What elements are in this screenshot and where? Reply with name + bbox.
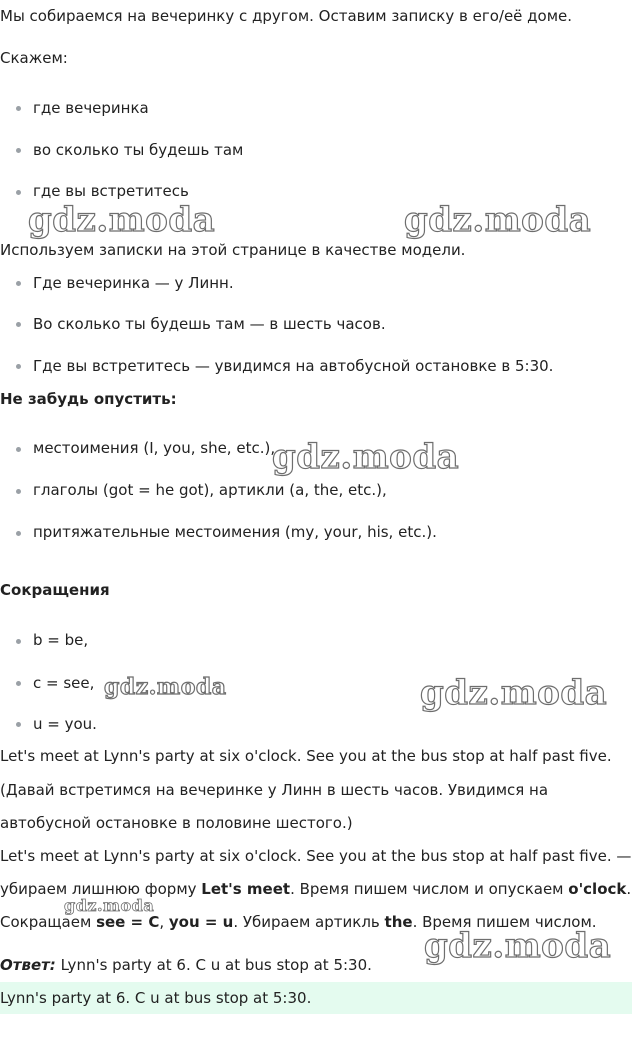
list-item: Во сколько ты будешь там — в шесть часов. (33, 315, 386, 333)
list-item: c = see, (33, 674, 95, 692)
bullet-icon (16, 639, 21, 644)
bullet-icon (16, 322, 21, 327)
explain-text: . Убираем артикль (233, 913, 385, 931)
explain-keyword: o'clock (568, 880, 627, 898)
explain-text: , (159, 913, 169, 931)
explain-keyword: see = C (96, 913, 160, 931)
list-item: где вечеринка (33, 99, 149, 117)
list-item: местоимения (I, you, she, etc.), (33, 439, 276, 457)
translation-line: автобусной остановке в половине шестого.) (0, 814, 353, 832)
list-item: притяжательные местоимения (my, your, his, etc.). (33, 523, 437, 541)
bullet-icon (16, 364, 21, 369)
list-item: где вы встретитесь (33, 182, 189, 200)
answer-text: Lynn's party at 6. C u at bus stop at 5:30. (55, 956, 372, 974)
abbr-heading: Сокращения (0, 581, 110, 599)
watermark-logo: gdz.moda (424, 926, 612, 966)
model-note: Используем записки на этой странице в качестве модели. (0, 241, 466, 259)
explain-text: убираем лишнюю форму (0, 880, 202, 898)
bullet-icon (16, 281, 21, 286)
watermark-logo: gdz.moda (64, 896, 155, 915)
bullet-icon (16, 681, 21, 686)
sentence-en: Let's meet at Lynn's party at six o'clock. See you at the bus stop at half past five. (0, 747, 612, 765)
list-item: Где вечеринка — у Линн. (33, 274, 234, 292)
list-item: глаголы (got = he got), артикли (a, the, etc.), (33, 481, 387, 499)
translation-line: (Давай встретимся на вечеринке у Линн в шесть часов. Увидимся на (0, 781, 549, 799)
explain-keyword: Let's meet (201, 880, 291, 898)
explain-text: . Время пишем числом и опускаем (290, 880, 569, 898)
answer-box (0, 982, 632, 1014)
omit-heading: Не забудь опустить: (0, 390, 177, 408)
watermark-logo: gdz.moda (420, 673, 608, 713)
watermark-logo: gdz.moda (104, 674, 227, 700)
answer-box-text: Lynn's party at 6. C u at bus stop at 5:30. (0, 989, 312, 1007)
explain-keyword: the (384, 913, 413, 931)
bullet-icon (16, 106, 21, 111)
bullet-icon (16, 531, 21, 536)
explain-line: Let's meet at Lynn's party at six o'clock. See you at the bus stop at half past five. — (0, 847, 632, 865)
explain-text: . Время пишем числом. (412, 913, 597, 931)
bullet-icon (16, 148, 21, 153)
bullet-icon (16, 489, 21, 494)
list-item: во сколько ты будешь там (33, 141, 244, 159)
bullet-icon (16, 447, 21, 452)
explain-text: Сокращаем (0, 913, 97, 931)
answer-label: Ответ: (0, 956, 56, 974)
explain-keyword: you = u (168, 913, 234, 931)
list-item: b = be, (33, 631, 89, 649)
explain-text: . (626, 880, 632, 898)
intro-text: Мы собираемся на вечеринку с другом. Оставим записку в его/её доме. (0, 7, 573, 25)
watermark-logo: gdz.moda (404, 200, 592, 240)
watermark-logo: gdz.moda (272, 437, 460, 477)
list-item: u = you. (33, 715, 97, 733)
list-item: Где вы встретитесь — увидимся на автобусной остановке в 5:30. (33, 357, 554, 375)
say-heading: Скажем: (0, 49, 68, 67)
bullet-icon (16, 722, 21, 727)
bullet-icon (16, 190, 21, 195)
answer-line (0, 955, 372, 975)
watermark-logo: gdz.moda (28, 200, 216, 240)
